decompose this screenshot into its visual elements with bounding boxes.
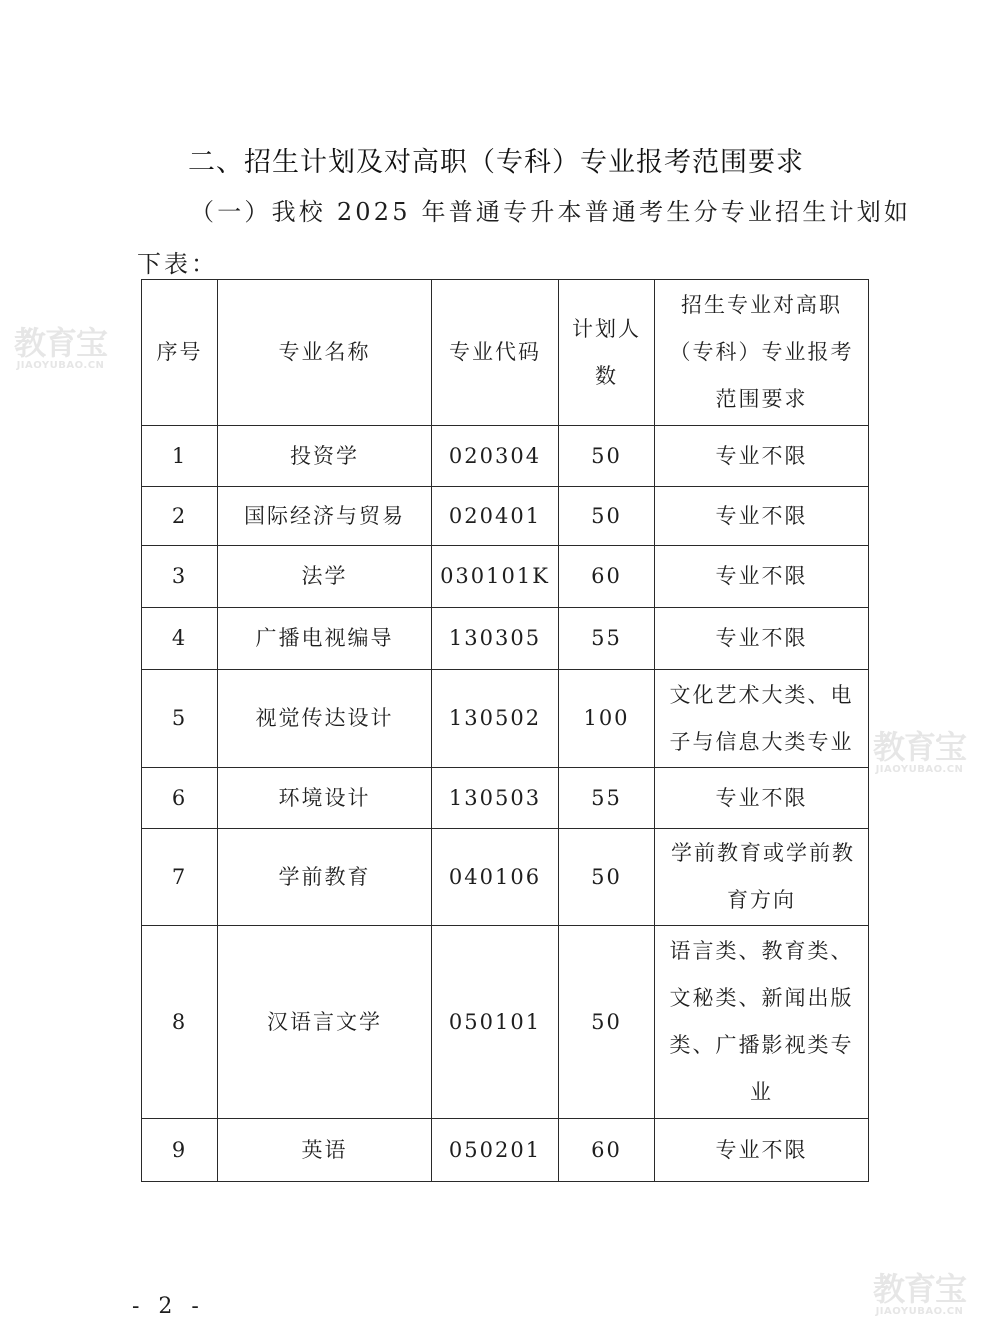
intro-paragraph-line-2: 下表： bbox=[137, 250, 218, 278]
table-row bbox=[142, 608, 869, 670]
requirement-line: 类、广播影视类专 bbox=[669, 1033, 854, 1057]
cell-plan-count: 60 bbox=[559, 1119, 655, 1182]
requirement-line: 业 bbox=[750, 1080, 773, 1104]
cell-major-name: 英语 bbox=[218, 1119, 432, 1182]
cell-seq: 3 bbox=[142, 546, 218, 608]
cell-major-code: 030101K bbox=[432, 546, 559, 608]
watermark-logo bbox=[873, 730, 966, 776]
cell-seq: 7 bbox=[142, 829, 218, 926]
cell-major-code: 130502 bbox=[432, 670, 559, 768]
page-number: - 2 - bbox=[132, 1294, 205, 1319]
cell-major-name: 广播电视编导 bbox=[218, 608, 432, 670]
intro-paragraph-line-1: （一）我校 2025 年普通专升本普通考生分专业招生计划如 bbox=[190, 198, 912, 226]
header-major-name: 专业名称 bbox=[218, 280, 432, 426]
header-requirement-line-2: （专科）专业报考 bbox=[669, 340, 854, 364]
header-plan-line-2: 数 bbox=[595, 363, 618, 388]
header-requirement-line-1: 招生专业对高职 bbox=[681, 293, 842, 317]
cell-plan-count: 60 bbox=[559, 546, 655, 608]
requirement-line: 育方向 bbox=[727, 888, 796, 912]
cell-seq: 5 bbox=[142, 670, 218, 768]
table-row bbox=[142, 768, 869, 829]
cell-major-code: 020401 bbox=[432, 487, 559, 546]
cell-plan-count: 55 bbox=[559, 768, 655, 829]
table-row bbox=[142, 926, 869, 1119]
table-row bbox=[142, 426, 869, 487]
header-requirement-line-3: 范围要求 bbox=[715, 387, 808, 411]
cell-seq: 1 bbox=[142, 426, 218, 487]
cell-major-code: 020304 bbox=[432, 426, 559, 487]
cell-requirement: 专业不限 bbox=[655, 546, 869, 608]
cell-plan-count: 50 bbox=[559, 829, 655, 926]
watermark-logo bbox=[873, 1272, 966, 1318]
cell-requirement: 专业不限 bbox=[655, 768, 869, 829]
cell-plan-count: 50 bbox=[559, 487, 655, 546]
cell-major-code: 130503 bbox=[432, 768, 559, 829]
watermark-logo-text: 教育宝 bbox=[873, 1270, 967, 1308]
cell-requirement: 专业不限 bbox=[655, 608, 869, 670]
table-row bbox=[142, 487, 869, 546]
cell-major-name: 汉语言文学 bbox=[218, 926, 432, 1119]
header-major-code: 专业代码 bbox=[432, 280, 559, 426]
cell-major-name: 法学 bbox=[218, 546, 432, 608]
cell-plan-count: 100 bbox=[559, 670, 655, 768]
cell-major-name: 视觉传达设计 bbox=[218, 670, 432, 768]
cell-major-name: 投资学 bbox=[218, 426, 432, 487]
cell-plan-count: 55 bbox=[559, 608, 655, 670]
cell-seq: 9 bbox=[142, 1119, 218, 1182]
cell-major-name: 环境设计 bbox=[218, 768, 432, 829]
cell-major-code: 050201 bbox=[432, 1119, 559, 1182]
cell-requirement bbox=[655, 829, 869, 926]
cell-requirement bbox=[655, 670, 869, 768]
requirement-line: 学前教育或学前教 bbox=[671, 841, 855, 865]
table-row bbox=[142, 829, 869, 926]
watermark-logo-url: JIAOYUBAO.CN bbox=[875, 1306, 964, 1317]
watermark-logo-url: JIAOYUBAO.CN bbox=[875, 764, 964, 775]
cell-major-name: 国际经济与贸易 bbox=[218, 487, 432, 546]
requirement-line: 语言类、教育类、 bbox=[669, 939, 854, 963]
header-plan-count bbox=[559, 280, 655, 426]
table-row bbox=[142, 670, 869, 768]
watermark-logo-text: 教育宝 bbox=[14, 324, 108, 362]
watermark-logo-text: 教育宝 bbox=[873, 728, 967, 766]
header-requirement bbox=[655, 280, 869, 426]
watermark-logo bbox=[14, 326, 107, 372]
requirement-line: 子与信息大类专业 bbox=[669, 729, 854, 754]
header-seq: 序号 bbox=[142, 280, 218, 426]
requirement-line: 文化艺术大类、电 bbox=[669, 682, 854, 707]
cell-requirement bbox=[655, 926, 869, 1119]
cell-requirement: 专业不限 bbox=[655, 1119, 869, 1182]
cell-major-name: 学前教育 bbox=[218, 829, 432, 926]
cell-seq: 2 bbox=[142, 487, 218, 546]
header-plan-line-1: 计划人 bbox=[572, 316, 641, 341]
cell-requirement: 专业不限 bbox=[655, 487, 869, 546]
table-row bbox=[142, 546, 869, 608]
cell-major-code: 040106 bbox=[432, 829, 559, 926]
section-heading: 二、招生计划及对高职（专科）专业报考范围要求 bbox=[188, 147, 804, 178]
requirement-line: 文秘类、新闻出版 bbox=[669, 986, 854, 1010]
cell-seq: 8 bbox=[142, 926, 218, 1119]
cell-requirement: 专业不限 bbox=[655, 426, 869, 487]
enrollment-plan-table bbox=[141, 279, 869, 1182]
cell-plan-count: 50 bbox=[559, 926, 655, 1119]
watermark-logo-url: JIAOYUBAO.CN bbox=[16, 360, 105, 371]
table-header-row bbox=[142, 280, 869, 426]
table-row bbox=[142, 1119, 869, 1182]
cell-major-code: 130305 bbox=[432, 608, 559, 670]
cell-seq: 6 bbox=[142, 768, 218, 829]
cell-plan-count: 50 bbox=[559, 426, 655, 487]
cell-seq: 4 bbox=[142, 608, 218, 670]
cell-major-code: 050101 bbox=[432, 926, 559, 1119]
